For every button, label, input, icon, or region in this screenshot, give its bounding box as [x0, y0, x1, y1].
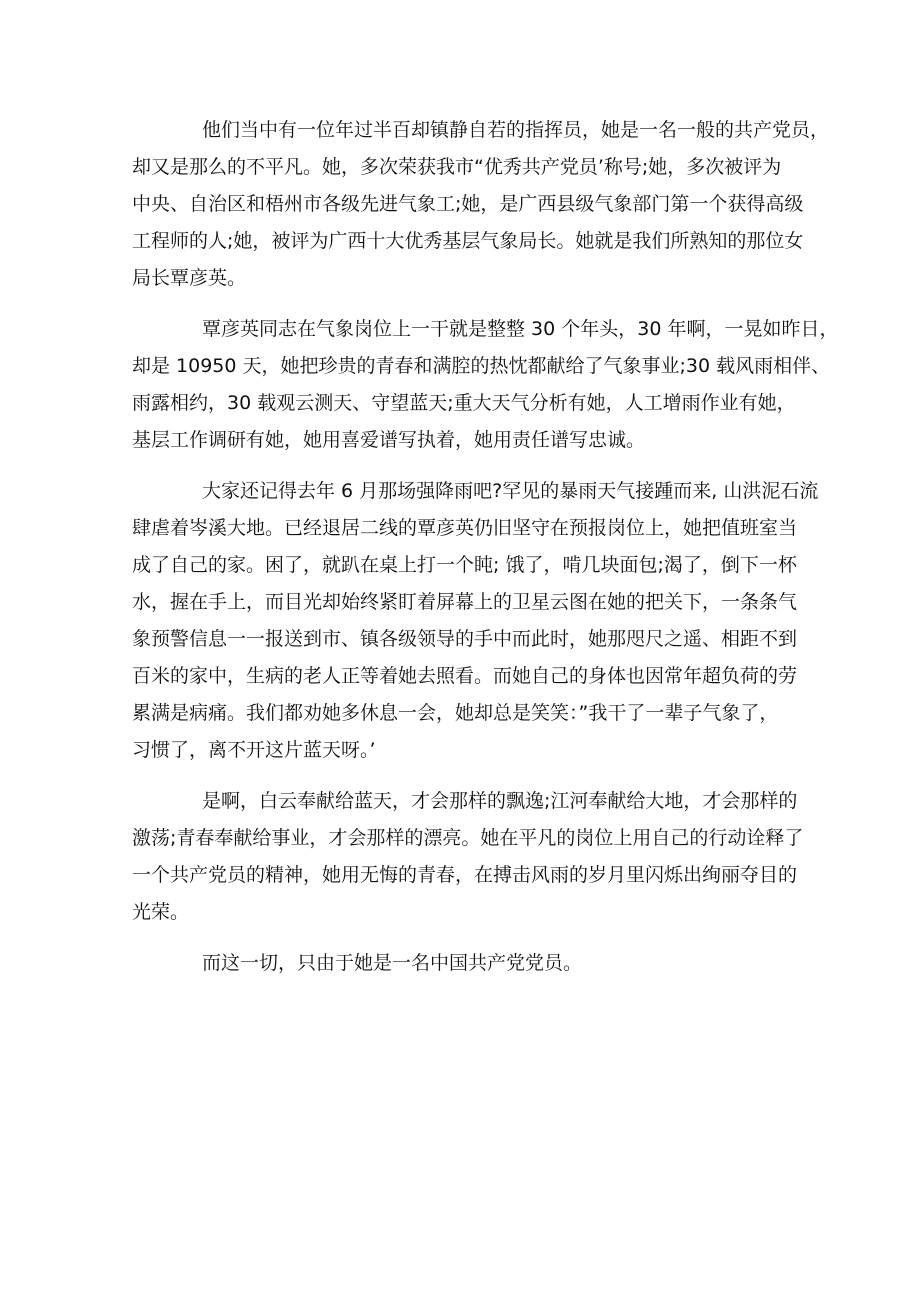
text-line: 工程师的人;她，被评为广西十大优秀基层气象局长。她就是我们所熟知的那位女 [132, 230, 804, 252]
text-line: 累满是病痛。我们都劝她多休息一会，她却总是笑笑：”我干了一辈子气象了， [132, 702, 779, 724]
text-line: 光荣。 [132, 901, 190, 923]
text-line: 习惯了，离不开这片蓝天呀。’ [132, 739, 376, 761]
paragraph-3 [132, 473, 819, 769]
text-line: 而这一切，只由于她是一名中国共产党党员。 [202, 952, 583, 974]
text-line: 覃彦英同志在气象岗位上一干就是整整 30 个年头，30 年啊，一晃如昨日， [202, 318, 839, 340]
text-line: 肆虐着岑溪大地。已经退居二线的覃彦英仍旧坚守在预报岗位上，她把值班室当 [132, 517, 798, 539]
text-line: 象预警信息一一报送到市、镇各级领导的手中而此时，她那咫尺之遥、相距不到 [132, 628, 798, 650]
text-line: 一个共产党员的精神，她用无悔的青春，在搏击风雨的岁月里闪烁出绚丽夺目的 [132, 864, 798, 886]
text-line: 雨露相约，30 载观云测天、守望蓝天;重大天气分析有她，人工增雨作业有她， [132, 392, 796, 414]
text-line: 中央、自治区和梧州市各级先进气象工;她，是广西县级气象部门第一个获得高级 [132, 193, 804, 215]
text-line: 百米的家中，生病的老人正等着她去照看。而她自己的身体也因常年超负荷的劳 [132, 665, 798, 687]
paragraph-4 [132, 783, 812, 931]
paragraph-2 [132, 311, 839, 459]
text-line: 局长覃彦英。 [132, 267, 247, 289]
text-line: 却是 10950 天，她把珍贵的青春和满腔的热忱都献给了气象事业;30 载风雨相伴、 [132, 355, 831, 377]
text-line: 大家还记得去年 6 月那场强降雨吧?罕见的暴雨天气接踵而来, 山洪泥石流 [202, 480, 819, 502]
text-line: 是啊，白云奉献给蓝天，才会那样的飘逸;江河奉献给大地，才会那样的 [202, 790, 798, 812]
text-line: 基层工作调研有她，她用喜爱谱写执着，她用责任谱写忠诚。 [132, 429, 646, 451]
text-line: 却又是那么的不平凡。她，多次荣获我市“优秀共产党员’称号;她，多次被评为 [132, 156, 782, 178]
text-line: 他们当中有一位年过半百却镇静自若的指挥员，她是一名一般的共产党员， [202, 119, 830, 141]
paragraph-1 [132, 112, 830, 297]
text-line: 成了自己的家。困了，就趴在桌上打一个盹; 饿了，啃几块面包;渴了，倒下一杯 [132, 554, 797, 576]
text-line: 水，握在手上，而目光却始终紧盯着屏幕上的卫星云图在她的把关下，一条条气 [132, 591, 798, 613]
text-line: 激荡;青春奉献给事业，才会那样的漂亮。她在平凡的岗位上用自己的行动诠释了 [132, 827, 804, 849]
paragraph-5 [132, 945, 812, 982]
document-body [132, 112, 839, 996]
